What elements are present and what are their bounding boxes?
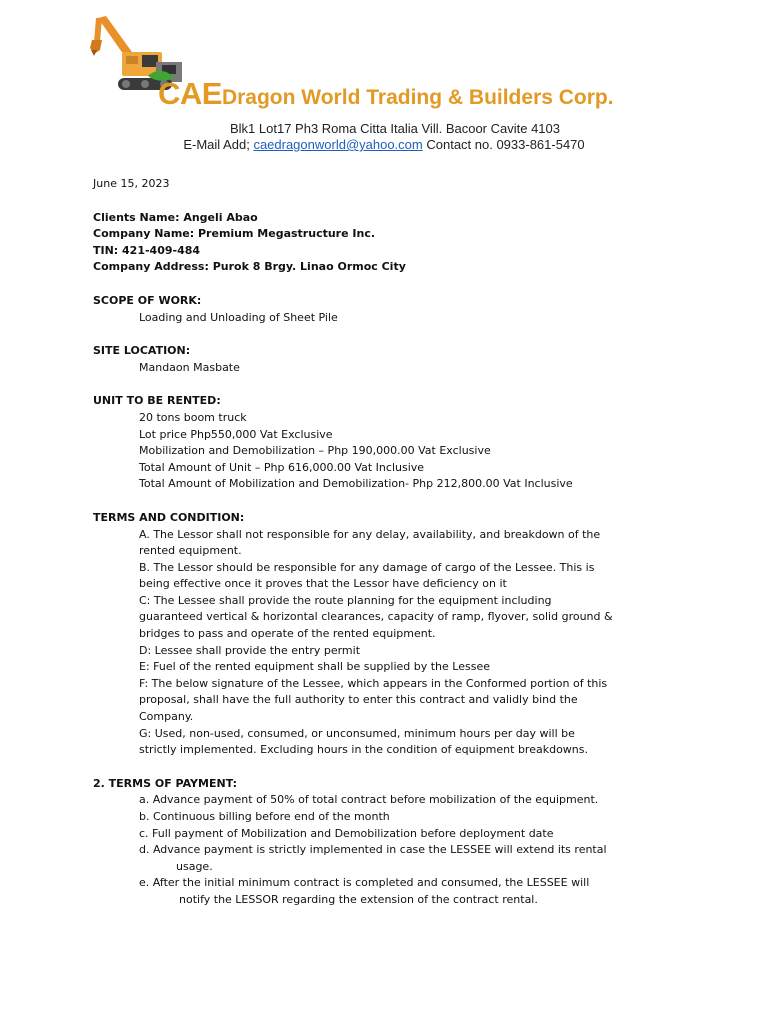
payment-line: e. After the initial minimum contract is completed and consumed, the LESSEE will — [139, 876, 590, 890]
unit-heading: UNIT TO BE RENTED: — [93, 394, 221, 408]
company-address-line: Company Address: Purok 8 Brgy. Linao Ormoc City — [93, 260, 406, 274]
terms-line: A. The Lessor shall not responsible for any delay, availability, and breakdown of the — [139, 527, 601, 541]
client-tin: TIN: 421-409-484 — [93, 243, 201, 257]
document-date: June 15, 2023 — [93, 177, 170, 190]
terms-heading: TERMS AND CONDITION: — [93, 510, 245, 524]
client-name: Clients Name: Angeli Abao — [93, 210, 258, 224]
payment-line: d. Advance payment is strictly implemented in case the LESSEE will extend its rental — [139, 843, 607, 857]
terms-line: C: The Lessee shall provide the route planning for the equipment including — [139, 593, 552, 607]
scope-heading: SCOPE OF WORK: — [93, 293, 202, 307]
company-brand — [158, 76, 614, 112]
site-text: Mandaon Masbate — [139, 360, 240, 374]
contact-line — [0, 137, 768, 152]
payment-line-continued: usage. — [176, 859, 213, 873]
payment-line: a. Advance payment of 50% of total contract before mobilization of the equipment. — [139, 793, 599, 807]
site-heading: SITE LOCATION: — [93, 344, 191, 358]
unit-item: Total Amount of Mobilization and Demobilization- Php 212,800.00 Vat Inclusive — [139, 477, 573, 491]
company-address: Blk1 Lot17 Ph3 Roma Citta Italia Vill. Bacoor Cavite 4103 — [230, 121, 560, 136]
brand-prefix: CAE — [158, 76, 222, 111]
terms-line: G: Used, non-used, consumed, or unconsumed, minimum hours per day will be — [139, 726, 575, 740]
terms-line: being effective once it proves that the Lessor have deficiency on it — [139, 577, 507, 591]
unit-item: Total Amount of Unit – Php 616,000.00 Vat Inclusive — [139, 460, 425, 474]
email-link[interactable]: caedragonworld@yahoo.com — [253, 137, 423, 152]
contact-number: Contact no. 0933-861-5470 — [426, 137, 585, 152]
unit-item: 20 tons boom truck — [139, 410, 247, 424]
terms-line: bridges to pass and operate of the rented equipment. — [139, 627, 436, 641]
company-name: Company Name: Premium Megastructure Inc. — [93, 227, 376, 241]
payment-line-continued: notify the LESSOR regarding the extension of the contract rental. — [179, 892, 538, 906]
terms-line: B. The Lessor should be responsible for any damage of cargo of the Lessee. This is — [139, 560, 595, 574]
terms-line: E: Fuel of the rented equipment shall be supplied by the Lessee — [139, 660, 490, 674]
payment-line: b. Continuous billing before end of the month — [139, 810, 390, 823]
payment-heading: 2. TERMS OF PAYMENT: — [93, 776, 237, 790]
terms-line: guaranteed vertical & horizontal clearances, capacity of ramp, flyover, solid ground & — [139, 610, 613, 624]
scope-text: Loading and Unloading of Sheet Pile — [139, 310, 338, 324]
unit-item: Lot price Php550,000 Vat Exclusive — [139, 427, 333, 441]
terms-line: D: Lessee shall provide the entry permit — [139, 643, 361, 657]
document-body — [93, 176, 653, 909]
terms-line: F: The below signature of the Lessee, which appears in the Conformed portion of this — [139, 676, 608, 690]
brand-name: Dragon World Trading & Builders Corp. — [221, 86, 614, 109]
terms-line: Company. — [139, 710, 194, 724]
terms-line: proposal, shall have the full authority to enter this contract and validly bind the — [139, 693, 578, 707]
unit-item: Mobilization and Demobilization – Php 190,000.00 Vat Exclusive — [139, 444, 491, 458]
email-label: E-Mail Add; — [183, 137, 250, 152]
payment-line: c. Full payment of Mobilization and Demobilization before deployment date — [139, 826, 554, 840]
terms-line: rented equipment. — [139, 544, 242, 558]
terms-line: strictly implemented. Excluding hours in the condition of equipment breakdowns. — [139, 743, 588, 757]
